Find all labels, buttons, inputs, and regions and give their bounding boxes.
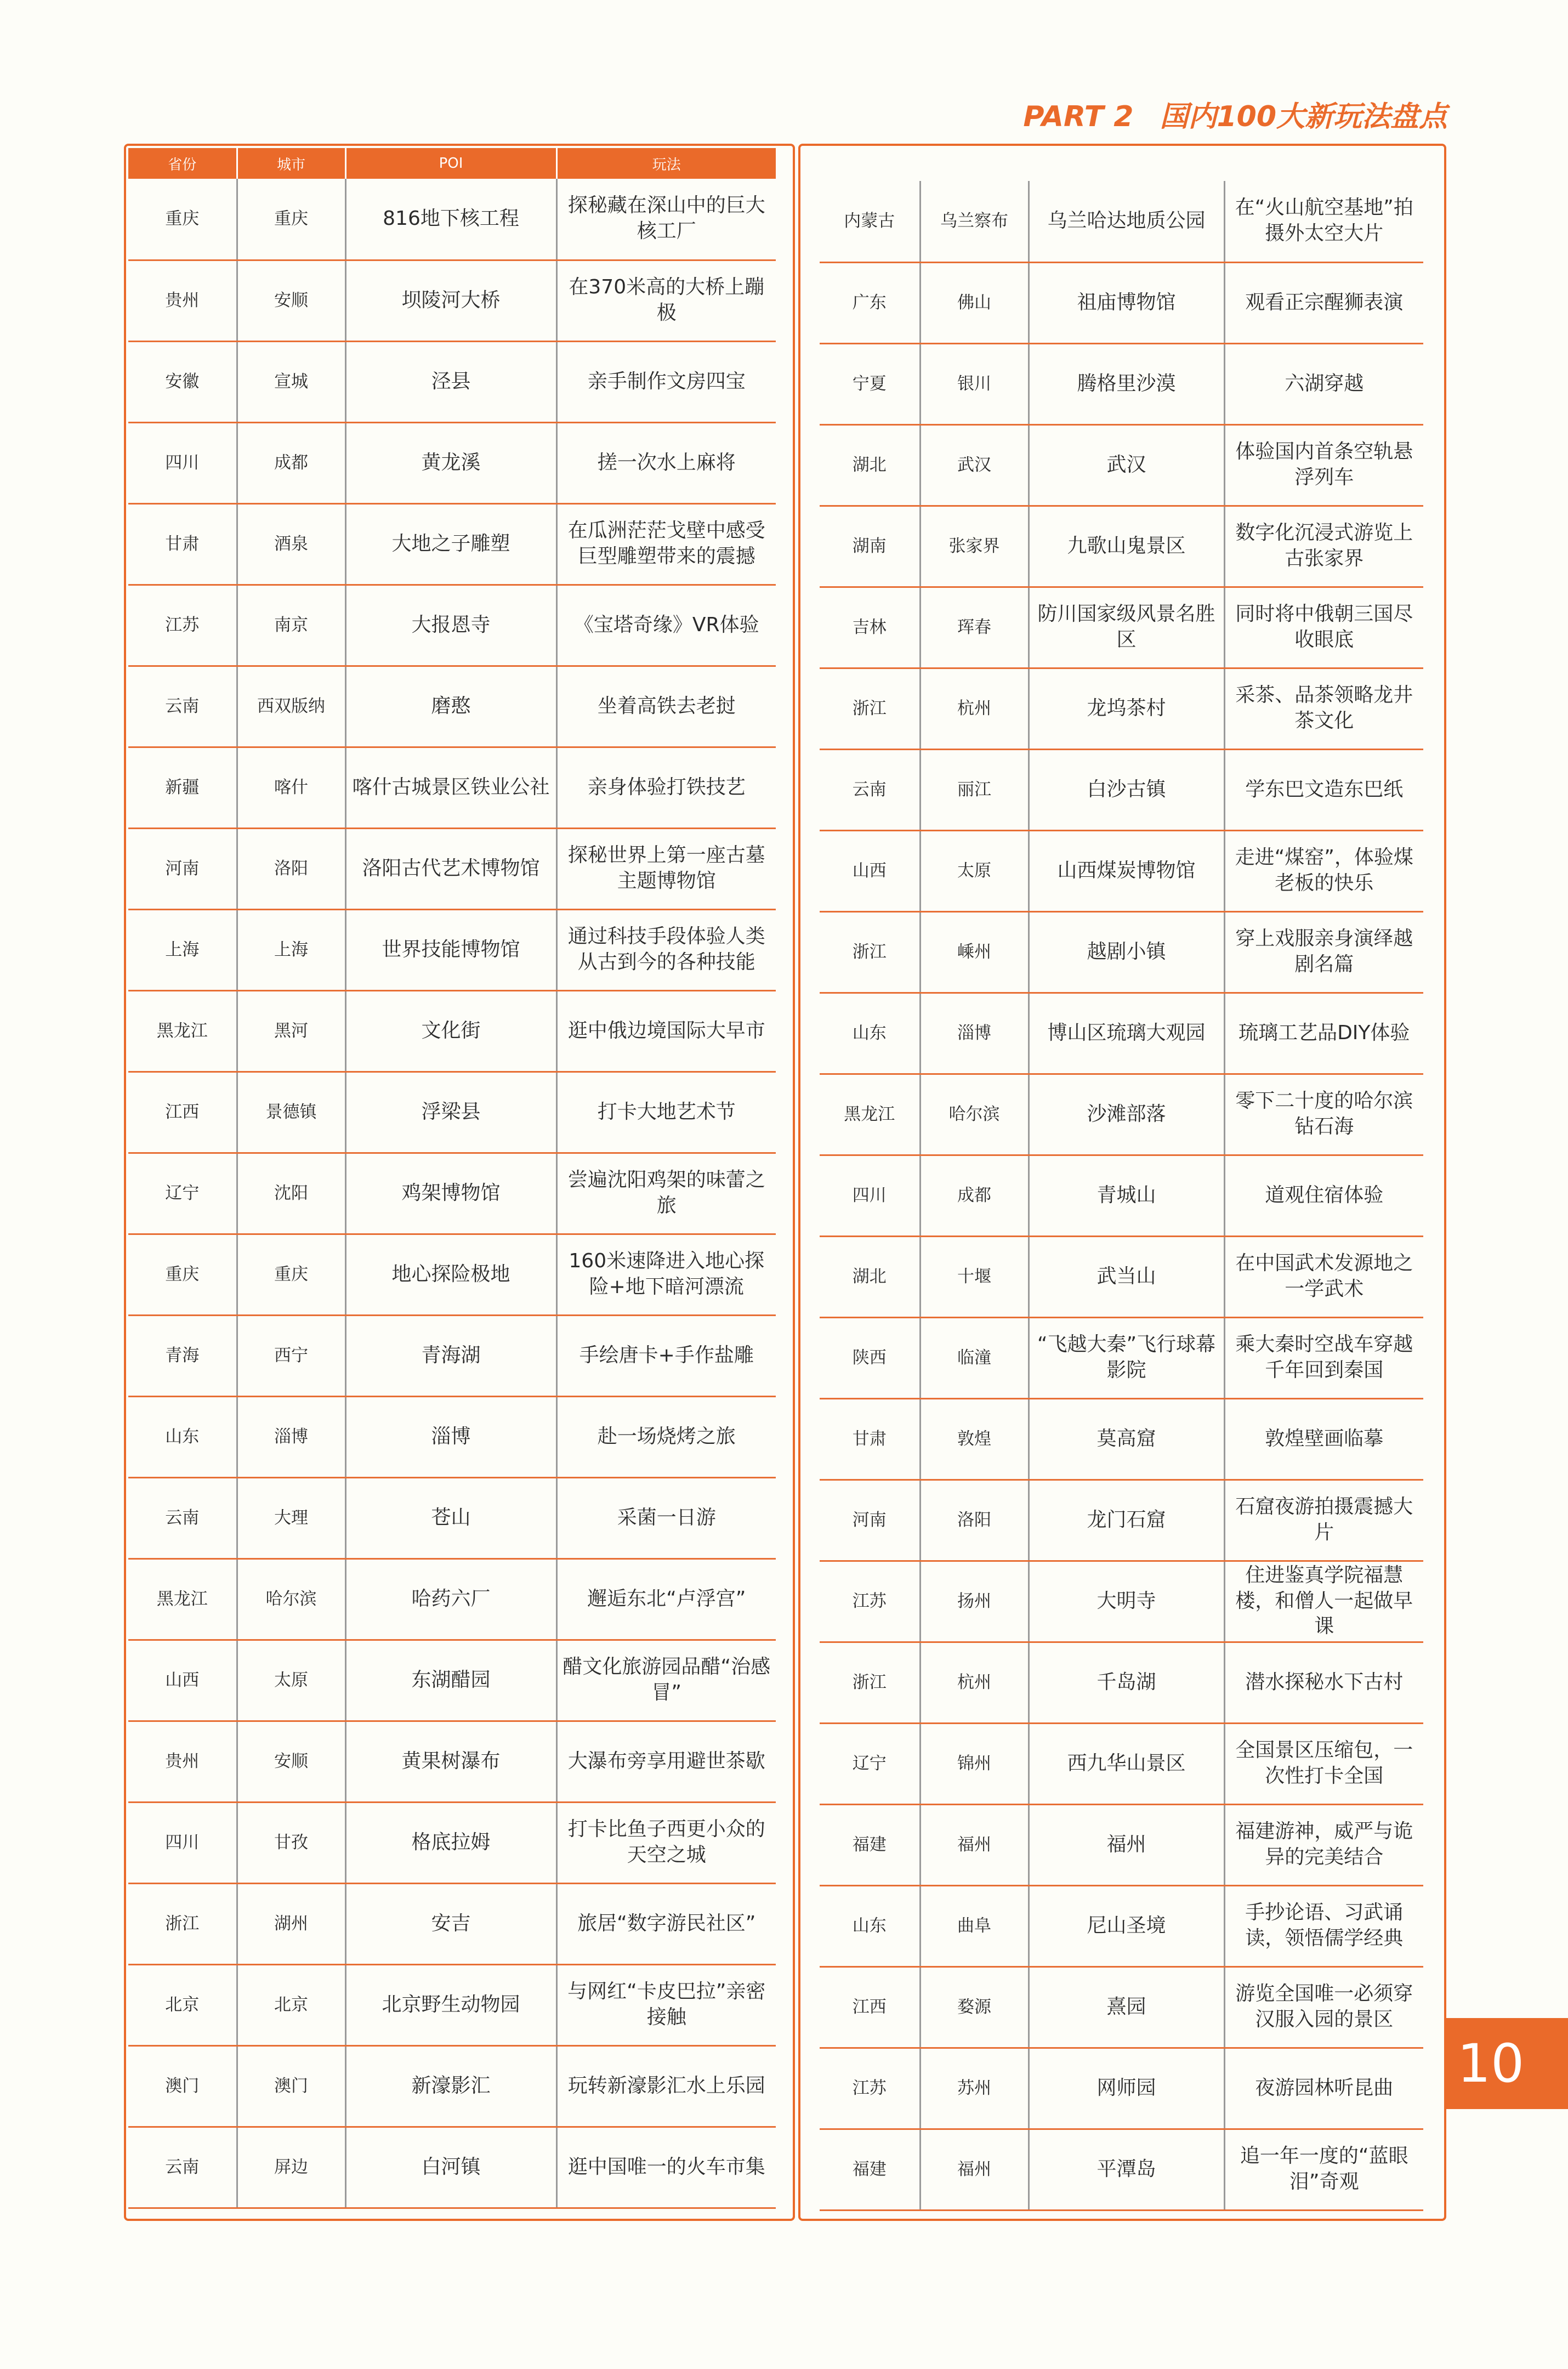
poi-cell: 北京野生动物园	[345, 1964, 556, 2045]
activity-cell: 采茶、品茶领略龙井茶文化	[1224, 668, 1423, 749]
poi-cell: 格底拉姆	[345, 1802, 556, 1883]
activity-cell: 打卡比鱼子西更小众的天空之城	[556, 1802, 776, 1883]
province-cell: 河南	[820, 1480, 920, 1561]
poi-cell: 大报恩寺	[345, 585, 556, 666]
table-row	[128, 666, 776, 747]
city-cell: 大理	[237, 1477, 345, 1558]
province-cell: 云南	[820, 749, 920, 830]
city-cell: 乌兰察布	[920, 181, 1029, 262]
province-cell: 甘肃	[820, 1398, 920, 1480]
activity-cell: 在中国武术发源地之一学武术	[1224, 1236, 1423, 1317]
poi-cell: 平潭岛	[1029, 2129, 1224, 2210]
poi-cell: “飞越大秦”飞行球幕影院	[1029, 1317, 1224, 1398]
poi-cell: 九歌山鬼景区	[1029, 506, 1224, 587]
city-cell: 淄博	[237, 1396, 345, 1477]
province-cell: 上海	[128, 909, 237, 990]
activity-cell: 采菌一日游	[556, 1477, 776, 1558]
left-table	[128, 148, 776, 2209]
poi-cell: 浮梁县	[345, 1072, 556, 1153]
poi-cell: 哈药六厂	[345, 1558, 556, 1640]
column-header-activity: 玩法	[556, 148, 776, 179]
city-cell: 屏边	[237, 2127, 345, 2208]
table-row	[820, 1804, 1423, 1885]
activity-cell: 道观住宿体验	[1224, 1155, 1423, 1236]
activity-cell: 大瀑布旁享用避世茶歇	[556, 1721, 776, 1802]
poi-cell: 博山区琉璃大观园	[1029, 993, 1224, 1074]
city-cell: 太原	[237, 1640, 345, 1721]
activity-cell: 手绘唐卡+手作盐雕	[556, 1315, 776, 1396]
poi-cell: 大地之子雕塑	[345, 503, 556, 585]
city-cell: 甘孜	[237, 1802, 345, 1883]
activity-cell: 160米速降进入地心探险+地下暗河漂流	[556, 1234, 776, 1315]
table-row	[820, 1398, 1423, 1480]
activity-cell: 搓一次水上麻将	[556, 422, 776, 503]
city-cell: 银川	[920, 343, 1029, 424]
poi-cell: 东湖醋园	[345, 1640, 556, 1721]
province-cell: 青海	[128, 1315, 237, 1396]
province-cell: 湖北	[820, 1236, 920, 1317]
table-row	[820, 1723, 1423, 1804]
poi-cell: 祖庙博物馆	[1029, 262, 1224, 343]
province-cell: 黑龙江	[128, 1558, 237, 1640]
city-cell: 福州	[920, 1804, 1029, 1885]
poi-cell: 新濠影汇	[345, 2045, 556, 2127]
city-cell: 敦煌	[920, 1398, 1029, 1480]
city-cell: 南京	[237, 585, 345, 666]
poi-cell: 地心探险极地	[345, 1234, 556, 1315]
city-cell: 婺源	[920, 1966, 1029, 2048]
activity-cell: 全国景区压缩包，一次性打卡全国	[1224, 1723, 1423, 1804]
poi-cell: 沙滩部落	[1029, 1074, 1224, 1155]
city-cell: 湖州	[237, 1883, 345, 1964]
table-row	[820, 1561, 1423, 1642]
city-cell: 西双版纳	[237, 666, 345, 747]
province-cell: 宁夏	[820, 343, 920, 424]
table-row	[820, 343, 1423, 424]
activity-cell: 赴一场烧烤之旅	[556, 1396, 776, 1477]
table-row	[820, 993, 1423, 1074]
province-cell: 贵州	[128, 260, 237, 341]
province-cell: 辽宁	[128, 1153, 237, 1234]
activity-cell: 穿上戏服亲身演绎越剧名篇	[1224, 911, 1423, 993]
city-cell: 丽江	[920, 749, 1029, 830]
table-row	[820, 424, 1423, 506]
poi-cell: 喀什古城景区铁业公社	[345, 747, 556, 828]
province-cell: 辽宁	[820, 1723, 920, 1804]
table-row	[128, 828, 776, 909]
table-row	[820, 1480, 1423, 1561]
table-row	[128, 1558, 776, 1640]
table-row	[128, 585, 776, 666]
activity-cell: 《宝塔奇缘》VR体验	[556, 585, 776, 666]
city-cell: 曲阜	[920, 1885, 1029, 1966]
activity-cell: 探秘世界上第一座古墓主题博物馆	[556, 828, 776, 909]
table-row	[128, 2045, 776, 2127]
activity-cell: 在瓜洲茫茫戈壁中感受巨型雕塑带来的震撼	[556, 503, 776, 585]
column-header-city: 城市	[237, 148, 345, 179]
province-cell: 广东	[820, 262, 920, 343]
poi-cell: 青城山	[1029, 1155, 1224, 1236]
table-row	[820, 830, 1423, 911]
province-cell: 山东	[820, 993, 920, 1074]
table-row	[128, 341, 776, 422]
city-cell: 临潼	[920, 1317, 1029, 1398]
activity-cell: 数字化沉浸式游览上古张家界	[1224, 506, 1423, 587]
province-cell: 江西	[820, 1966, 920, 2048]
activity-cell: 邂逅东北“卢浮宫”	[556, 1558, 776, 1640]
activity-cell: 零下二十度的哈尔滨钻石海	[1224, 1074, 1423, 1155]
activity-cell: 亲手制作文房四宝	[556, 341, 776, 422]
activity-cell: 坐着高铁去老挝	[556, 666, 776, 747]
table-row	[128, 1721, 776, 1802]
activity-cell: 石窟夜游拍摄震撼大片	[1224, 1480, 1423, 1561]
poi-cell: 武当山	[1029, 1236, 1224, 1317]
activity-cell: 走进“煤窑”，体验煤老板的快乐	[1224, 830, 1423, 911]
poi-cell: 白沙古镇	[1029, 749, 1224, 830]
poi-cell: 文化街	[345, 990, 556, 1072]
province-cell: 安徽	[128, 341, 237, 422]
poi-cell: 乌兰哈达地质公园	[1029, 181, 1224, 262]
poi-cell: 西九华山景区	[1029, 1723, 1224, 1804]
poi-cell: 黄龙溪	[345, 422, 556, 503]
city-cell: 北京	[237, 1964, 345, 2045]
city-cell: 上海	[237, 909, 345, 990]
poi-cell: 腾格里沙漠	[1029, 343, 1224, 424]
activity-cell: 逛中俄边境国际大早市	[556, 990, 776, 1072]
activity-cell: 夜游园林听昆曲	[1224, 2048, 1423, 2129]
province-cell: 甘肃	[128, 503, 237, 585]
table-row	[128, 1072, 776, 1153]
province-cell: 湖南	[820, 506, 920, 587]
table-header-row	[128, 148, 776, 179]
poi-cell: 福州	[1029, 1804, 1224, 1885]
activity-cell: 打卡大地艺术节	[556, 1072, 776, 1153]
city-cell: 沈阳	[237, 1153, 345, 1234]
table-row	[128, 1883, 776, 1964]
city-cell: 佛山	[920, 262, 1029, 343]
table-row	[820, 181, 1423, 262]
activity-cell: 同时将中俄朝三国尽收眼底	[1224, 587, 1423, 668]
city-cell: 重庆	[237, 179, 345, 260]
activity-cell: 手抄论语、习武诵读，领悟儒学经典	[1224, 1885, 1423, 1966]
city-cell: 哈尔滨	[920, 1074, 1029, 1155]
province-cell: 吉林	[820, 587, 920, 668]
poi-cell: 越剧小镇	[1029, 911, 1224, 993]
province-cell: 山西	[128, 1640, 237, 1721]
city-cell: 黑河	[237, 990, 345, 1072]
province-cell: 四川	[128, 422, 237, 503]
province-cell: 河南	[128, 828, 237, 909]
province-cell: 浙江	[128, 1883, 237, 1964]
part-label: PART 2	[1023, 100, 1134, 133]
poi-cell: 白河镇	[345, 2127, 556, 2208]
activity-cell: 与网红“卡皮巴拉”亲密接触	[556, 1964, 776, 2045]
province-cell: 江苏	[820, 1561, 920, 1642]
province-cell: 云南	[128, 666, 237, 747]
province-cell: 山东	[820, 1885, 920, 1966]
poi-cell: 安吉	[345, 1883, 556, 1964]
table-row	[128, 909, 776, 990]
activity-cell: 亲身体验打铁技艺	[556, 747, 776, 828]
province-cell: 江苏	[820, 2048, 920, 2129]
province-cell: 云南	[128, 2127, 237, 2208]
city-cell: 锦州	[920, 1723, 1029, 1804]
activity-cell: 醋文化旅游园品醋“治感冒”	[556, 1640, 776, 1721]
activity-cell: 住进鉴真学院福慧楼，和僧人一起做早课	[1224, 1561, 1423, 1642]
poi-cell: 816地下核工程	[345, 179, 556, 260]
right-table-panel	[798, 144, 1446, 2221]
table-row	[128, 1477, 776, 1558]
province-cell: 湖北	[820, 424, 920, 506]
province-cell: 江苏	[128, 585, 237, 666]
province-cell: 四川	[820, 1155, 920, 1236]
province-cell: 澳门	[128, 2045, 237, 2127]
poi-cell: 武汉	[1029, 424, 1224, 506]
city-cell: 嵊州	[920, 911, 1029, 993]
poi-cell: 黄果树瀑布	[345, 1721, 556, 1802]
province-cell: 浙江	[820, 668, 920, 749]
city-cell: 张家界	[920, 506, 1029, 587]
column-header-poi: POI	[345, 148, 556, 179]
poi-cell: 磨憨	[345, 666, 556, 747]
table-row	[128, 990, 776, 1072]
city-cell: 重庆	[237, 1234, 345, 1315]
city-cell: 扬州	[920, 1561, 1029, 1642]
table-row	[820, 2048, 1423, 2129]
province-cell: 山西	[820, 830, 920, 911]
city-cell: 成都	[237, 422, 345, 503]
activity-cell: 逛中国唯一的火车市集	[556, 2127, 776, 2208]
poi-cell: 防川国家级风景名胜区	[1029, 587, 1224, 668]
poi-cell: 淄博	[345, 1396, 556, 1477]
province-cell: 重庆	[128, 1234, 237, 1315]
table-row	[820, 1642, 1423, 1723]
city-cell: 太原	[920, 830, 1029, 911]
table-row	[128, 503, 776, 585]
page-number-tab	[1444, 2018, 1568, 2109]
activity-cell: 观看正宗醒狮表演	[1224, 262, 1423, 343]
poi-cell: 世界技能博物馆	[345, 909, 556, 990]
table-row	[820, 1317, 1423, 1398]
right-table	[820, 181, 1423, 2211]
table-row	[128, 1964, 776, 2045]
left-table-panel	[124, 144, 795, 2221]
poi-cell: 苍山	[345, 1477, 556, 1558]
city-cell: 珲春	[920, 587, 1029, 668]
table-row	[128, 1234, 776, 1315]
poi-cell: 青海湖	[345, 1315, 556, 1396]
table-row	[820, 1966, 1423, 2048]
province-cell: 新疆	[128, 747, 237, 828]
province-cell: 福建	[820, 2129, 920, 2210]
activity-cell: 玩转新濠影汇水上乐园	[556, 2045, 776, 2127]
city-cell: 澳门	[237, 2045, 345, 2127]
activity-cell: 游览全国唯一必须穿汉服入园的景区	[1224, 1966, 1423, 2048]
table-row	[820, 1074, 1423, 1155]
table-row	[820, 1885, 1423, 1966]
activity-cell: 追一年一度的“蓝眼泪”奇观	[1224, 2129, 1423, 2210]
column-header-province: 省份	[128, 148, 237, 179]
table-row	[820, 911, 1423, 993]
poi-cell: 龙门石窟	[1029, 1480, 1224, 1561]
poi-cell: 洛阳古代艺术博物馆	[345, 828, 556, 909]
city-cell: 淄博	[920, 993, 1029, 1074]
province-cell: 江西	[128, 1072, 237, 1153]
activity-cell: 乘大秦时空战车穿越千年回到秦国	[1224, 1317, 1423, 1398]
city-cell: 苏州	[920, 2048, 1029, 2129]
province-cell: 北京	[128, 1964, 237, 2045]
activity-cell: 通过科技手段体验人类从古到今的各种技能	[556, 909, 776, 990]
city-cell: 洛阳	[920, 1480, 1029, 1561]
table-row	[820, 587, 1423, 668]
left-table-body	[128, 179, 776, 2208]
province-cell: 贵州	[128, 1721, 237, 1802]
table-row	[820, 2129, 1423, 2210]
province-cell: 浙江	[820, 1642, 920, 1723]
poi-cell: 泾县	[345, 341, 556, 422]
table-row	[820, 749, 1423, 830]
city-cell: 哈尔滨	[237, 1558, 345, 1640]
table-row	[128, 747, 776, 828]
province-cell: 重庆	[128, 179, 237, 260]
province-cell: 四川	[128, 1802, 237, 1883]
poi-cell: 莫高窟	[1029, 1398, 1224, 1480]
poi-cell: 山西煤炭博物馆	[1029, 830, 1224, 911]
table-row	[128, 422, 776, 503]
poi-cell: 熹园	[1029, 1966, 1224, 2048]
activity-cell: 体验国内首条空轨悬浮列车	[1224, 424, 1423, 506]
city-cell: 洛阳	[237, 828, 345, 909]
province-cell: 云南	[128, 1477, 237, 1558]
province-cell: 内蒙古	[820, 181, 920, 262]
poi-cell: 尼山圣境	[1029, 1885, 1224, 1966]
activity-cell: 六湖穿越	[1224, 343, 1423, 424]
city-cell: 十堰	[920, 1236, 1029, 1317]
activity-cell: 敦煌壁画临摹	[1224, 1398, 1423, 1480]
table-row	[128, 1315, 776, 1396]
province-cell: 陕西	[820, 1317, 920, 1398]
poi-cell: 坝陵河大桥	[345, 260, 556, 341]
table-row	[128, 1802, 776, 1883]
city-cell: 安顺	[237, 260, 345, 341]
table-row	[128, 1640, 776, 1721]
table-row	[820, 1236, 1423, 1317]
table-row	[128, 1153, 776, 1234]
table-row	[820, 262, 1423, 343]
activity-cell: 旅居“数字游民社区”	[556, 1883, 776, 1964]
activity-cell: 潜水探秘水下古村	[1224, 1642, 1423, 1723]
page-title: 国内100大新玩法盘点	[1160, 100, 1447, 133]
province-cell: 黑龙江	[820, 1074, 920, 1155]
poi-cell: 网师园	[1029, 2048, 1224, 2129]
table-row	[128, 179, 776, 260]
poi-cell: 大明寺	[1029, 1561, 1224, 1642]
city-cell: 景德镇	[237, 1072, 345, 1153]
table-row	[128, 1396, 776, 1477]
city-cell: 安顺	[237, 1721, 345, 1802]
city-cell: 福州	[920, 2129, 1029, 2210]
page-number: 10	[1457, 2033, 1525, 2094]
city-cell: 宣城	[237, 341, 345, 422]
table-row	[820, 1155, 1423, 1236]
activity-cell: 尝遍沈阳鸡架的味蕾之旅	[556, 1153, 776, 1234]
poi-cell: 鸡架博物馆	[345, 1153, 556, 1234]
activity-cell: 琉璃工艺品DIY体验	[1224, 993, 1423, 1074]
poi-cell: 千岛湖	[1029, 1642, 1224, 1723]
table-row	[820, 506, 1423, 587]
province-cell: 黑龙江	[128, 990, 237, 1072]
table-row	[128, 260, 776, 341]
city-cell: 杭州	[920, 668, 1029, 749]
city-cell: 喀什	[237, 747, 345, 828]
table-row	[820, 668, 1423, 749]
page-header	[1023, 93, 1447, 134]
activity-cell: 在“火山航空基地”拍摄外太空大片	[1224, 181, 1423, 262]
province-cell: 山东	[128, 1396, 237, 1477]
activity-cell: 在370米高的大桥上蹦极	[556, 260, 776, 341]
right-table-body	[820, 181, 1423, 2210]
city-cell: 武汉	[920, 424, 1029, 506]
province-cell: 浙江	[820, 911, 920, 993]
activity-cell: 探秘藏在深山中的巨大核工厂	[556, 179, 776, 260]
activity-cell: 学东巴文造东巴纸	[1224, 749, 1423, 830]
city-cell: 西宁	[237, 1315, 345, 1396]
table-row	[128, 2127, 776, 2208]
city-cell: 酒泉	[237, 503, 345, 585]
city-cell: 成都	[920, 1155, 1029, 1236]
city-cell: 杭州	[920, 1642, 1029, 1723]
poi-cell: 龙坞茶村	[1029, 668, 1224, 749]
province-cell: 福建	[820, 1804, 920, 1885]
activity-cell: 福建游神，威严与诡异的完美结合	[1224, 1804, 1423, 1885]
